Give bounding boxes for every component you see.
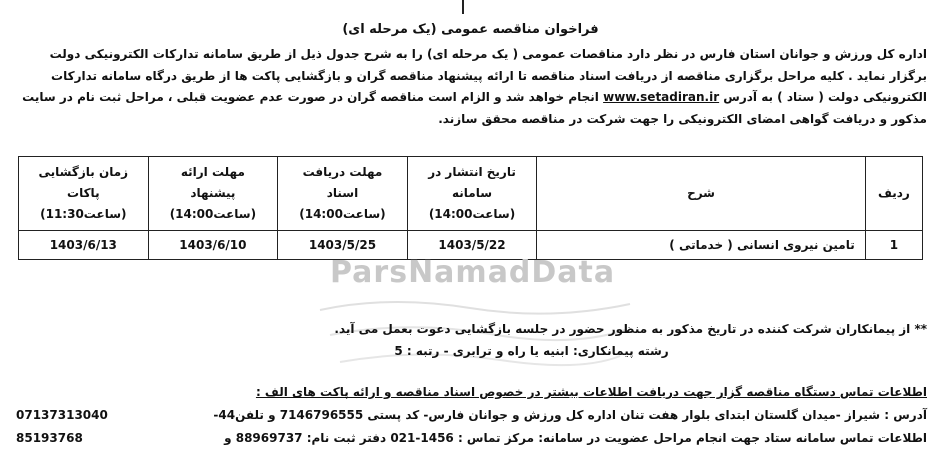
- page-title: فراخوان مناقصه عمومی (یک مرحله ای): [342, 22, 599, 37]
- header-description: شرح: [537, 157, 865, 231]
- setad-link[interactable]: www.setadiran.ir: [603, 90, 720, 104]
- notes-section: [16, 318, 927, 362]
- header-opening-line2: پاکات: [67, 186, 100, 200]
- contact-section: [16, 381, 927, 450]
- contact-heading: اطلاعات تماس دستگاه مناقصه گزار جهت دریافت اطلاعات بیشتر در خصوص اسناد مناقصه و ارائه پاکت های الف :: [255, 385, 927, 399]
- cell-description: تامین نیروی انسانی ( خدماتی ): [537, 231, 865, 260]
- intro-text-part1: اداره کل ورزش و جوانان استان فارس در نظر دارد مناقصات عمومی ( یک مرحله ای) را به شرح جدول ذیل از طریق سامانه تدارکات الکترونیکی دولت برگزار نماید . کلیه مراحل برگزاری مناقصه از دریافت اسناد مناقصه تا ارائه پیشنهاد مناقصه گران و بازگشایی پاکت ها از طریق درگاه سامانه تدارکات الکترونیکی دولت ( ستاد ) به آدرس: [49, 47, 927, 104]
- cell-submit-deadline: 1403/6/10: [148, 231, 278, 260]
- cell-row-number: 1: [865, 231, 922, 260]
- address-phone: 07137313040: [16, 408, 108, 422]
- setad-contact-line: [16, 427, 927, 450]
- top-divider: [462, 0, 464, 14]
- intro-paragraph: [16, 44, 927, 130]
- header-submit-line3: (ساعت14:00): [169, 207, 257, 221]
- header-publish-line3: (ساعت14:00): [428, 207, 516, 221]
- address-line: [16, 404, 927, 427]
- intro-text-part2: انجام خواهد شد و الزام است مناقصه گران در صورت عدم عضویت قبلی ، مراحل ثبت نام در سایت مذکور و دریافت گواهی امضای الکترونیکی را جهت شرکت در مناقصه محقق سازند.: [22, 90, 927, 126]
- header-receive-deadline: [278, 157, 408, 231]
- header-receive-line2: اسناد: [326, 186, 359, 200]
- address-text: آدرس : شیراز -میدان گلستان ابتدای بلوار هفت تنان اداره کل ورزش و جوانان فارس- کد پستی 7146796555 و تلفن44-: [213, 408, 927, 422]
- tender-table: [18, 156, 923, 260]
- watermark: ParsNamadData: [330, 255, 616, 290]
- contractor-field-note: رشته پیمانکاری: ابنیه یا راه و ترابری - رتبه : 5: [394, 344, 669, 358]
- header-submit-deadline: [148, 157, 278, 231]
- header-submit-line1: مهلت ارائه: [180, 165, 245, 179]
- header-opening-time: [19, 157, 149, 231]
- header-opening-line1: زمان بازگشایی: [38, 165, 129, 179]
- header-receive-line3: (ساعت14:00): [299, 207, 386, 221]
- header-publish-line1: تاریخ انتشار در: [428, 165, 516, 179]
- invitation-note: ** از پیمانکاران شرکت کننده در تاریخ مذکور به منظور حضور در جلسه بازگشایی دعوت بعمل می آید.: [334, 322, 927, 336]
- cell-publish-date: 1403/5/22: [407, 231, 537, 260]
- cell-opening-time: 1403/6/13: [19, 231, 149, 260]
- header-submit-line2: پیشنهاد: [190, 186, 236, 200]
- cell-receive-deadline: 1403/5/25: [278, 231, 408, 260]
- setad-contact-text: اطلاعات تماس سامانه ستاد جهت انجام مراحل عضویت در سامانه: مرکز تماس : 1456-021 دفتر ثبت نام: 88969737 و: [224, 431, 927, 445]
- header-row-number: ردیف: [865, 157, 922, 231]
- header-publish-line2: سامانه: [452, 186, 493, 200]
- table-header-row: [19, 157, 923, 231]
- header-publish-date: [407, 157, 537, 231]
- header-opening-line3: (ساعت11:30): [40, 207, 127, 221]
- header-receive-line1: مهلت دریافت: [302, 165, 383, 179]
- setad-phone: 85193768: [16, 431, 83, 445]
